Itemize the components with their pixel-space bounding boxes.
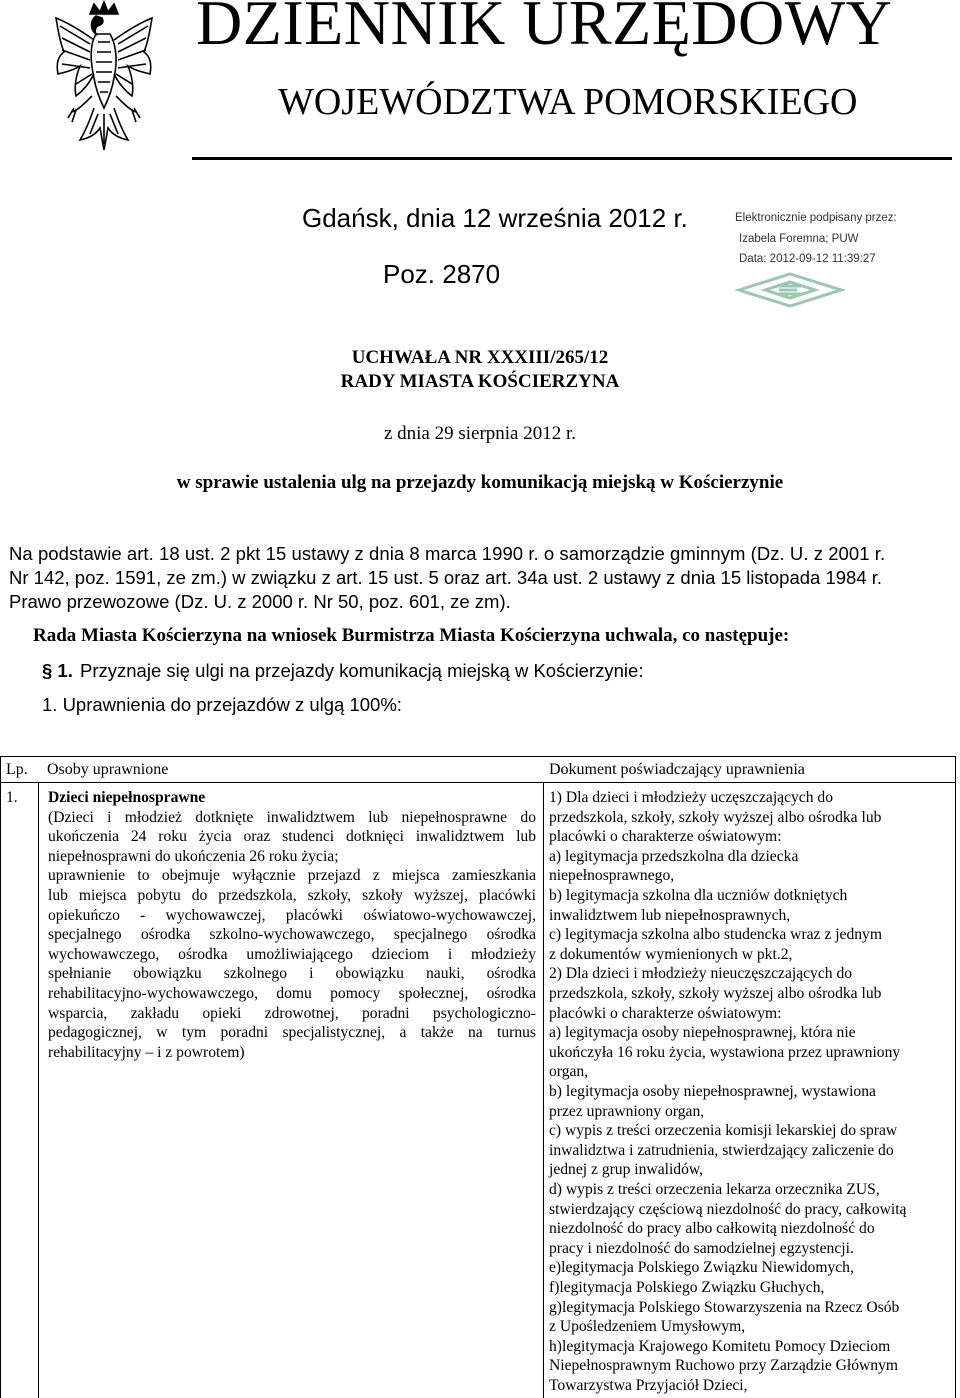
table-border xyxy=(0,756,956,757)
document-line: a) legitymacja osoby niepełnosprawnej, która nie xyxy=(549,1024,856,1042)
electronic-signature xyxy=(735,210,955,300)
document-line: z dokumentów wymienionych w pkt.2, xyxy=(549,945,793,963)
place-date: Gdańsk, dnia 12 września 2012 r. xyxy=(302,203,688,233)
journal-title: DZIENNIK URZĘDOWY xyxy=(196,0,893,58)
table-border xyxy=(38,782,39,1398)
legal-basis-line: Prawo przewozowe (Dz. U. z 2000 r. Nr 50, poz. 601, ze zm). xyxy=(9,591,511,612)
document-line: f)legitymacja Polskiego Związku Głuchych, xyxy=(549,1279,825,1296)
journal-subtitle: WOJEWÓDZTWA POMORSKIEGO xyxy=(278,81,858,123)
act-council: RADY MIASTA KOŚCIERZYNA xyxy=(340,371,620,392)
signature-line-3: Data: 2012-09-12 11:39:27 xyxy=(739,253,876,265)
legal-basis-line: Nr 142, poz. 1591, ze zm.) w związku z art. 15 ust. 5 oraz art. 34a ust. 2 ustawy z dnia 15 listopada 1984 r. xyxy=(9,567,883,588)
persons-line: (Dzieci i młodzież dotknięte inwalidztwem lub niepełnosprawne do xyxy=(48,808,536,826)
persons-line: pedagogicznej, w tym poradni specjalistycznej, a także na turnus xyxy=(48,1024,536,1042)
act-title: UCHWAŁA NR XXXIII/265/12 xyxy=(351,347,609,368)
document-line: stwierdzający częściową niezdolność do pracy, całkowitą xyxy=(549,1200,907,1218)
persons-title: Dzieci niepełnosprawne xyxy=(48,789,206,806)
legal-basis-line: Na podstawie art. 18 ust. 2 pkt 15 ustawy z dnia 8 marca 1990 r. o samorządzie gminnym (Dz. U. z 2001 r. xyxy=(9,543,886,564)
table-border xyxy=(0,756,1,1398)
document-line: d) wypis z treści orzeczenia lekarza orzecznika ZUS, xyxy=(549,1181,880,1198)
document-line: ukończyła 16 roku życia, wystawiona przez uprawniony xyxy=(549,1043,901,1061)
polish-eagle-emblem-icon xyxy=(50,0,158,162)
persons-line: specjalnego ośrodka szkolno-wychowawczego, specjalnego ośrodka xyxy=(48,926,536,944)
persons-line: ukończenia 24 roku życia oraz studenci dotknięci inwalidztwem lub xyxy=(48,828,536,846)
document-line: c) legitymacja szkolna albo studencka wraz z jednym xyxy=(549,926,882,944)
act-date: z dnia 29 sierpnia 2012 r. xyxy=(383,423,577,444)
document-line: placówki o charakterze oświatowym: xyxy=(549,828,782,846)
document-line: c) wypis z treści orzeczenia komisji lekarskiej do spraw xyxy=(549,1122,898,1140)
signature-line-2: Izabela Foremna; PUW xyxy=(739,233,859,245)
document-line: e)legitymacja Polskiego Związku Niewidomych, xyxy=(549,1259,854,1277)
document-line: placówki o charakterze oświatowym: xyxy=(549,1004,782,1022)
act-subject: w sprawie ustalenia ulg na przejazdy komunikacją miejską w Kościerzynie xyxy=(176,472,784,493)
document-line: pracy i niezdolność do samodzielnej egzystencji. xyxy=(549,1239,854,1257)
e-signature-logo-icon xyxy=(735,272,845,308)
document-line: g)legitymacja Polskiego Stowarzyszenia na Rzecz Osób xyxy=(549,1298,900,1316)
signature-line-1: Elektronicznie podpisany przez: xyxy=(735,212,897,224)
document-line: niepełnosprawnego, xyxy=(549,867,675,885)
table-border xyxy=(543,782,544,1398)
document-line: przedszkola, szkoły, szkoły wyższej albo ośrodka lub xyxy=(549,808,882,826)
persons-line: lub miejsca pobytu do przedszkola, szkoły, szkoły wyższej, placówki xyxy=(48,887,536,904)
table-header-persons: Osoby uprawnione xyxy=(47,761,169,778)
document-line: 2) Dla dzieci i młodzieży nieuczęszczających do xyxy=(549,965,853,983)
persons-line: opiekuńczo - wychowawczej, placówki oświatowo-wychowawczej, xyxy=(48,906,536,924)
title-divider xyxy=(192,157,952,160)
document-line: inwalidztwem lub niepełnosprawnych, xyxy=(549,906,791,924)
table-header-lp: Lp. xyxy=(6,761,28,778)
section-text: Przyznaje się ulgi na przejazdy komunikacją miejską w Kościerzynie: xyxy=(80,660,644,681)
persons-line: wsparcia, zakładu opieki zdrowotnej, poradni psychologiczno- xyxy=(48,1004,536,1022)
persons-line: wychowawczego, ośrodka umożliwiającego dzieciom i młodzieży xyxy=(48,945,536,963)
point-heading: 1. Uprawnienia do przejazdów z ulgą 100%: xyxy=(42,694,402,715)
resolution-statement: Rada Miasta Kościerzyna na wniosek Burmistrza Miasta Kościerzyna uchwala, co następuje: xyxy=(33,625,790,646)
document-line: Niepełnosprawnym Ruchowo przy Zarządzie Głównym xyxy=(549,1357,899,1375)
section-mark: § 1. xyxy=(42,660,73,681)
document-line: przez uprawniony organ, xyxy=(549,1102,705,1120)
persons-line: niepełnosprawni do ukończenia 26 roku życia; xyxy=(48,847,339,865)
persons-line: uprawnienie to obejmuje wyłącznie przejazd z miejsca zamieszkania xyxy=(48,867,536,885)
row-lp: 1. xyxy=(6,789,18,806)
persons-line: rehabilitacyjno-wychowawczego, domu pomocy społecznej, ośrodka xyxy=(48,985,536,1002)
table-border xyxy=(0,782,956,783)
document-line: organ, xyxy=(549,1063,589,1081)
document-line: h)legitymacja Krajowego Komitetu Pomocy Dzieciom xyxy=(549,1337,891,1355)
persons-line: spełnianie obowiązku szkolnego i obowiązku nauki, ośrodka xyxy=(48,965,536,983)
document-line: inwalidztwa i zatrudnienia, stwierdzający zaliczenie do xyxy=(549,1141,894,1159)
table-header-document: Dokument poświadczający uprawnienia xyxy=(549,761,805,778)
document-line: niezdolność do pracy albo całkowitą niezdolność do xyxy=(549,1220,875,1238)
document-line: jednej z grup inwalidów, xyxy=(549,1161,704,1179)
position-number: Poz. 2870 xyxy=(383,259,501,289)
document-line: przedszkola, szkoły, szkoły wyższej albo ośrodka lub xyxy=(549,985,882,1002)
persons-line: rehabilitacyjny – i z powrotem) xyxy=(48,1043,245,1061)
document-line: a) legitymacja przedszkolna dla dziecka xyxy=(549,847,799,865)
document-line: b) legitymacja szkolna dla uczniów dotkniętych xyxy=(549,887,848,904)
document-line: z Upośledzeniem Umysłowym, xyxy=(549,1318,746,1336)
document-line: Towarzystwa Przyjaciół Dzieci, xyxy=(549,1377,748,1394)
document-line: b) legitymacja osoby niepełnosprawnej, wystawiona xyxy=(549,1083,876,1100)
table-border xyxy=(955,756,956,1398)
document-line: 1) Dla dzieci i młodzieży uczęszczających do xyxy=(549,789,833,806)
